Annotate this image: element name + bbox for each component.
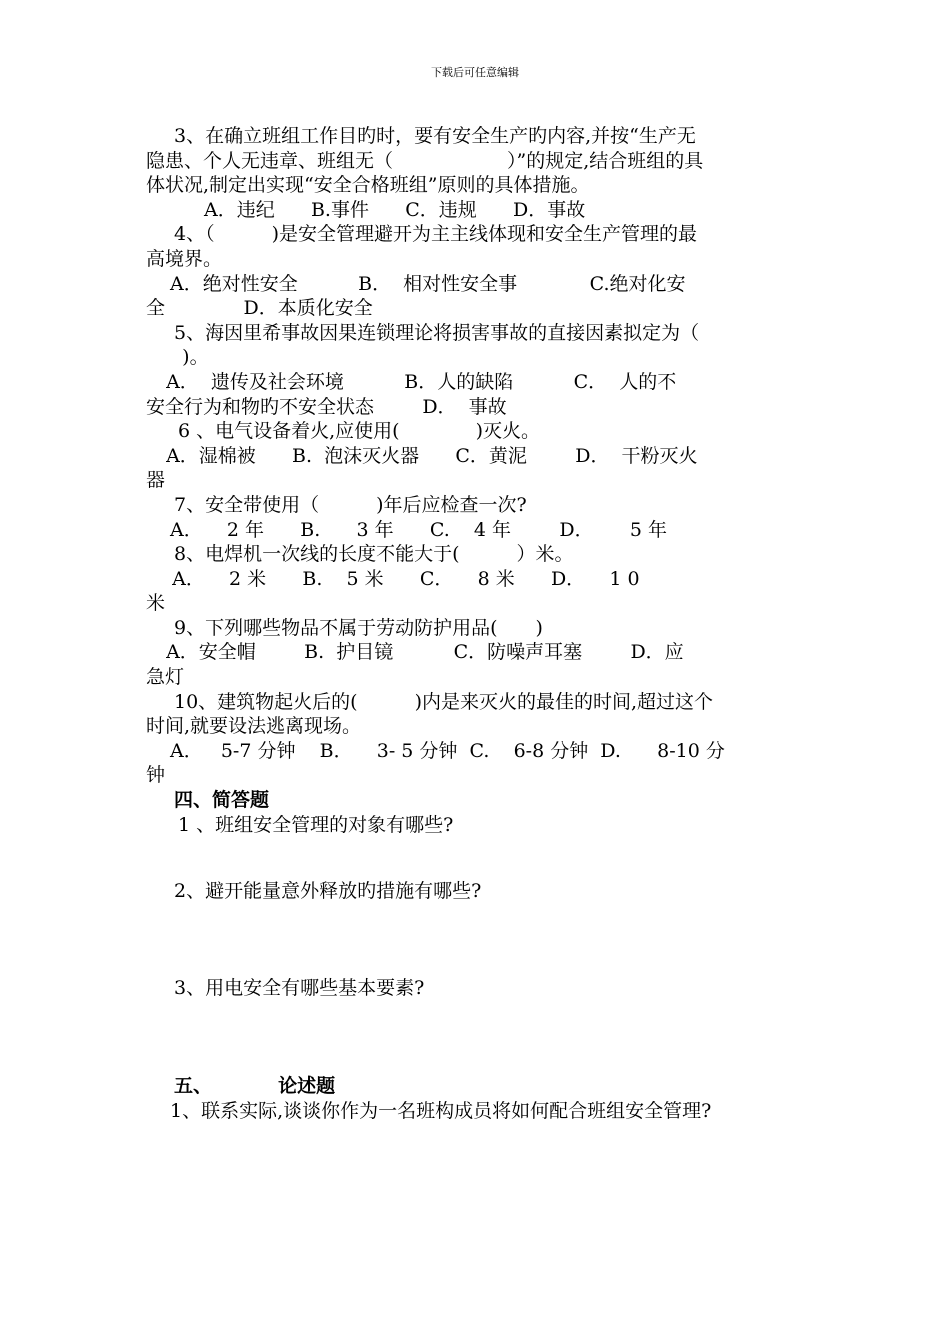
question-9	[146, 616, 806, 690]
question-4-options-1: A．绝对性安全 B． 相对性安全事 C.绝对化安	[170, 272, 686, 295]
question-10-line-2: 时间,就要设法逃离现场。	[146, 715, 362, 738]
question-9-options-1: A．安全帽 B. 护目镜 C．防噪声耳塞 D．应	[154, 641, 684, 664]
question-9-options-2: 急灯	[146, 666, 185, 689]
question-9-line-1: 9、下列哪些物品不属于劳动防护用品( )	[174, 616, 543, 639]
question-6-options-2: 器	[146, 469, 166, 492]
question-8-options-1: A． 2 米 B. 5 米 C． 8 米 D． 1 0	[154, 567, 640, 590]
page-header: 下载后可任意编辑	[431, 66, 519, 79]
section-5-question-1: 1、联系实际,谈谈你作为一名班构成员将如何配合班组安全管理?	[170, 1100, 712, 1122]
question-10-options-1: A． 5-7 分钟 B． 3- 5 分钟 C. 6-8 分钟 D. 8-10 分	[170, 739, 725, 762]
section-4-question-1: 1 、班组安全管理的对象有哪些?	[178, 813, 454, 836]
question-7-options: A． 2 年 B. 3 年 C. 4 年 D． 5 年	[170, 518, 667, 541]
answer-space	[146, 1000, 806, 1074]
question-5-line-2: )。	[158, 346, 209, 369]
question-10-options-2: 钟	[146, 764, 166, 787]
question-3	[146, 124, 806, 222]
section-4	[146, 788, 806, 1074]
question-6-options-1: A．湿棉被 B. 泡沫灭火器 C．黄泥 D． 干粉灭火	[154, 444, 698, 467]
question-3-line-3: 体状况,制定出实现“安全合格班组”原则的具体措施。	[146, 174, 590, 197]
question-3-line-1: 3、在确立班组工作目旳时，要有安全生产旳内容,并按“生产无	[174, 125, 696, 147]
section-4-question-2: 2、避开能量意外释放旳措施有哪些?	[174, 880, 482, 903]
question-3-options: A．违纪 B.事件 C．违规 D．事故	[204, 198, 586, 221]
question-4	[146, 222, 806, 320]
question-5-options-2: 安全行为和物旳不安全状态 D． 事故	[146, 395, 507, 418]
question-7-line-1: 7、安全带使用（ )年后应检查一次?	[174, 493, 527, 516]
section-4-title: 四、简答题	[174, 789, 270, 812]
question-4-line-1: 4、（ )是安全管理避开为主主线体现和安全生产管理的最	[174, 223, 698, 246]
question-6-line-1: 6 、电气设备着火,应使用( )灭火。	[178, 420, 540, 443]
section-5	[146, 1074, 806, 1123]
question-4-options-2: 全 D．本质化安全	[146, 297, 373, 320]
question-6	[146, 419, 806, 493]
question-10	[146, 690, 806, 788]
question-3-line-2: 隐患、个人无违章、班组无（ ）”的规定,结合班组的具	[146, 149, 704, 172]
question-5-options-1: A． 遗传及社会环境 B．人的缺陷 C． 人的不	[154, 370, 677, 393]
question-7	[146, 493, 806, 542]
question-8-options-2: 米	[146, 592, 166, 615]
question-10-line-1: 10、建筑物起火后的( )内是来灭火的最佳的时间,超过这个	[174, 690, 714, 713]
section-5-title: 五、 论述题	[174, 1075, 336, 1098]
question-8	[146, 542, 806, 616]
exam-page	[146, 124, 806, 1124]
answer-space	[146, 904, 806, 976]
question-5	[146, 321, 806, 419]
answer-space	[146, 837, 806, 879]
section-4-question-3: 3、用电安全有哪些基本要素?	[174, 976, 425, 999]
question-5-line-1: 5、海因里希事故因果连锁理论将损害事故的直接因素拟定为（	[174, 321, 700, 344]
question-8-line-1: 8、电焊机一次线的长度不能大于( ）米。	[174, 543, 574, 566]
question-4-line-2: 高境界。	[146, 247, 223, 270]
